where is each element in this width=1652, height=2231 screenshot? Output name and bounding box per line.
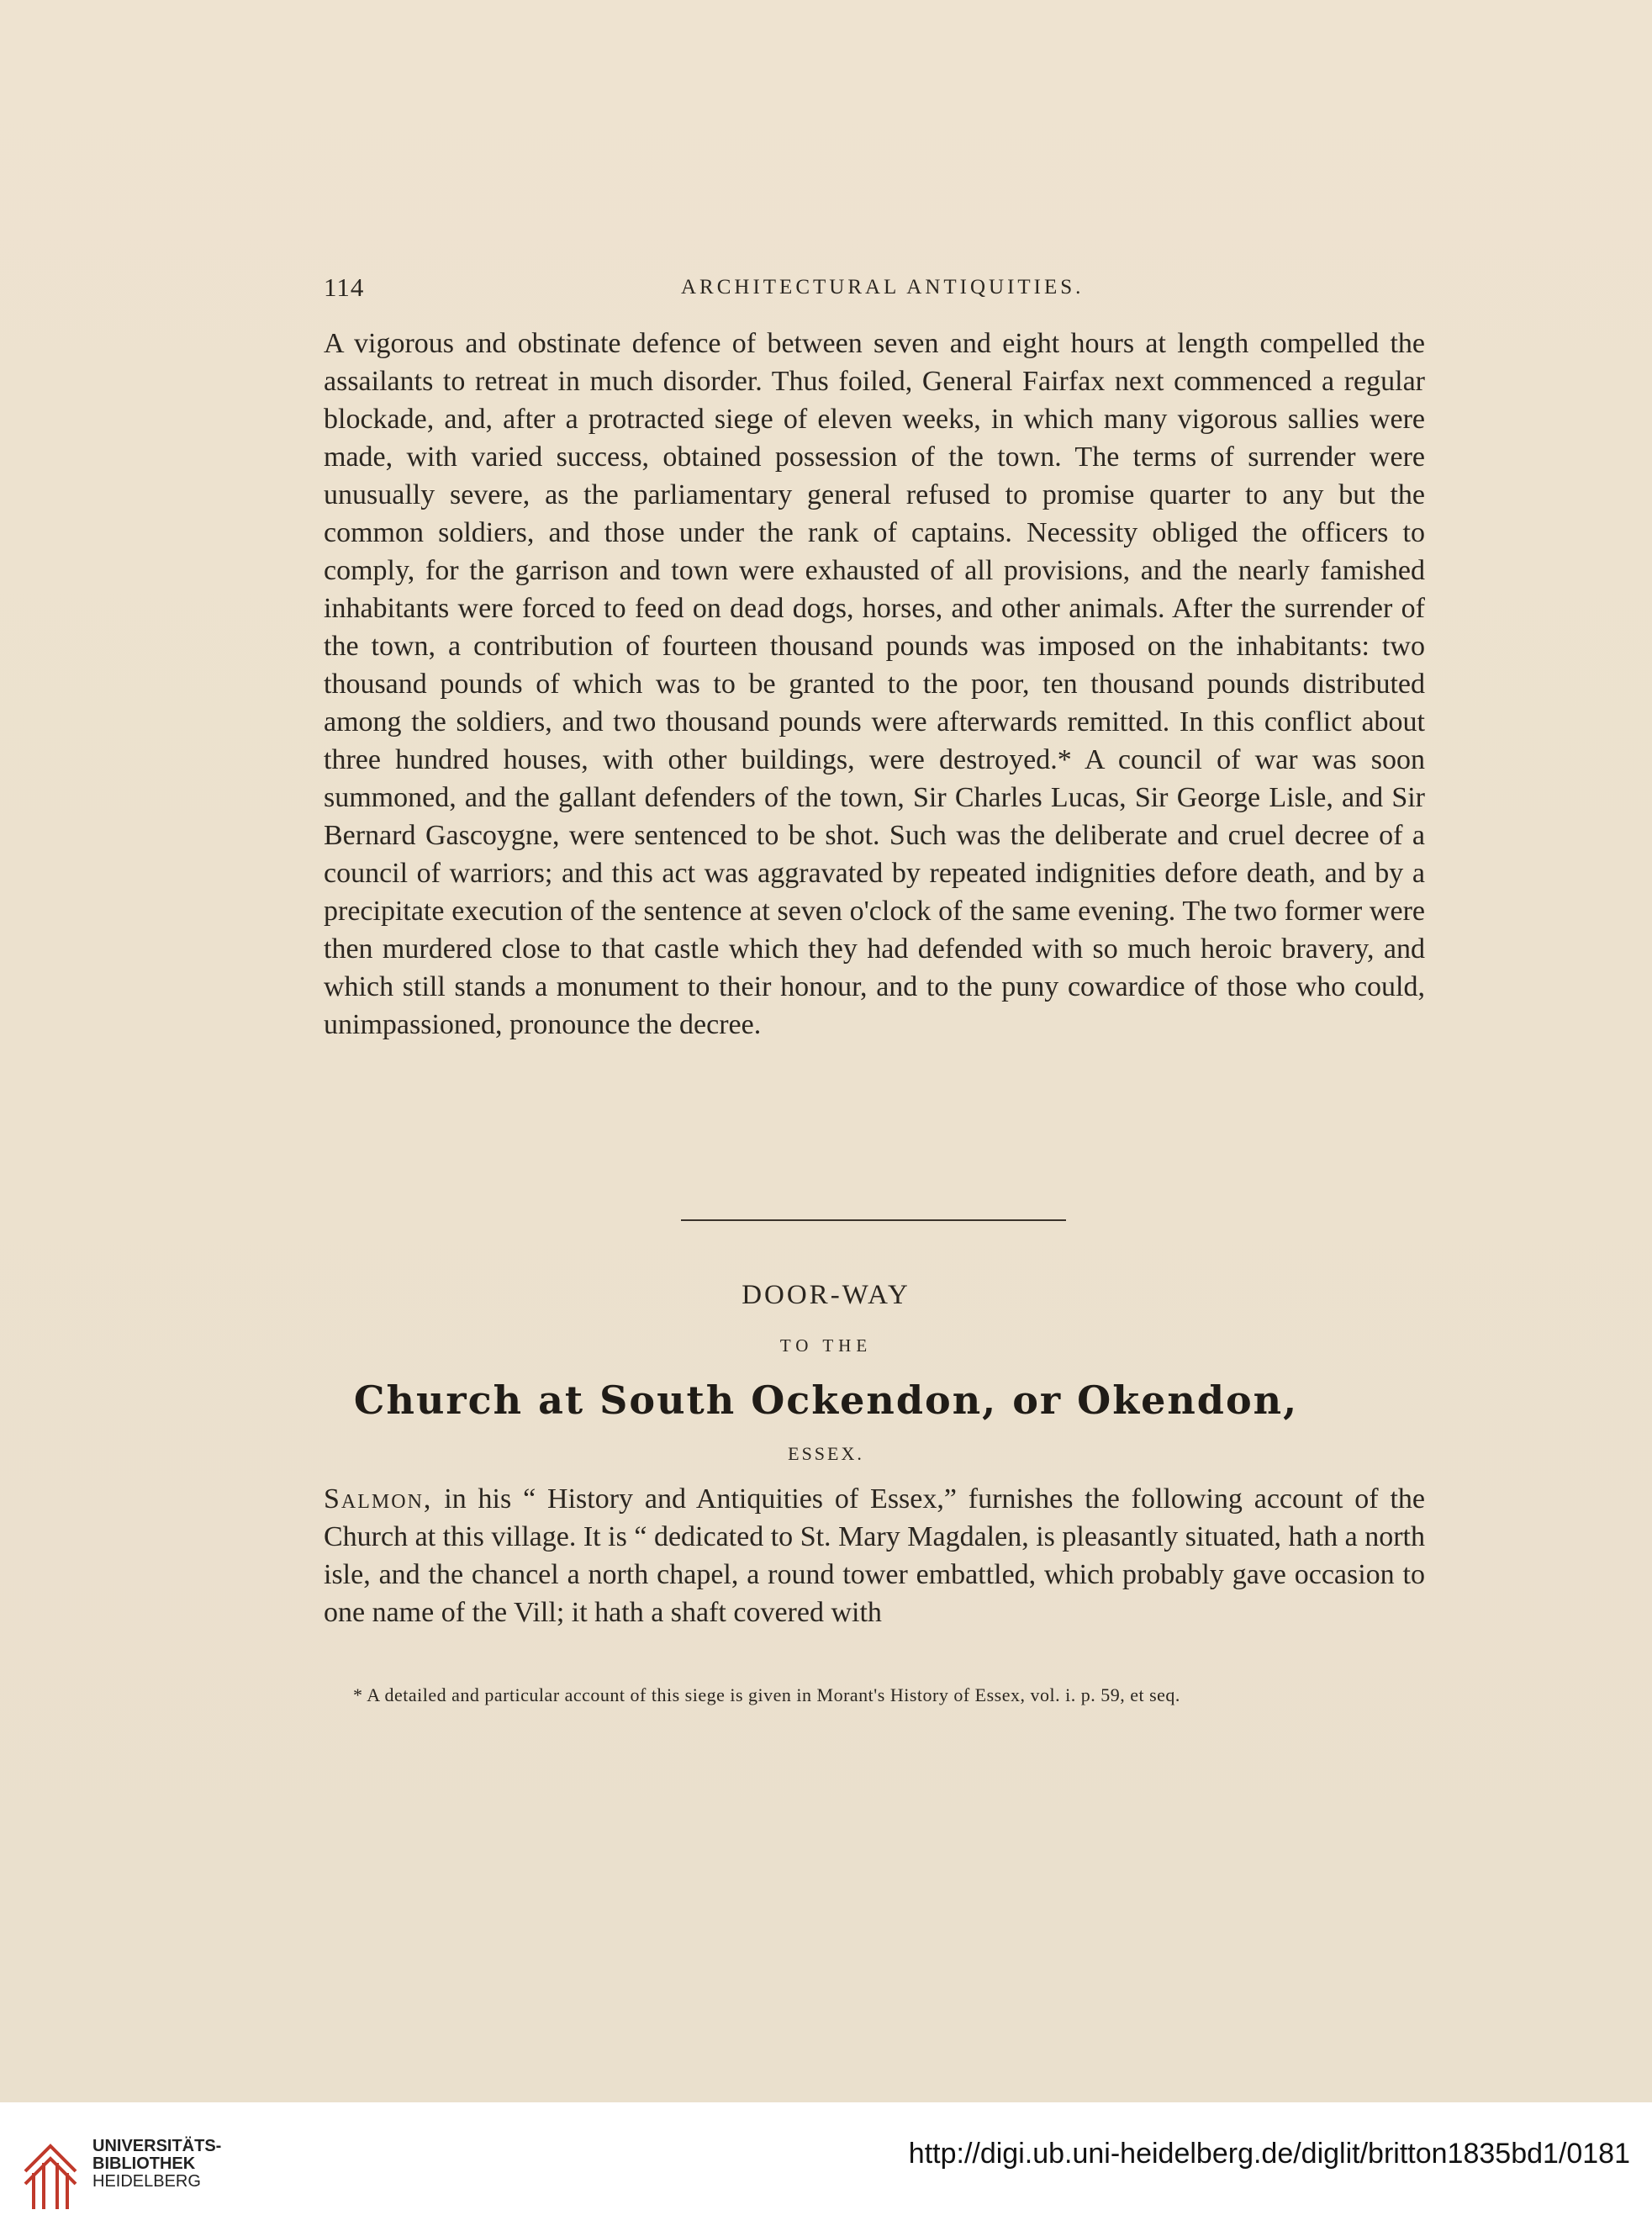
paragraph-lead-word: Salmon, <box>324 1483 433 1515</box>
permalink-url[interactable]: http://digi.ub.uni-heidelberg.de/diglit/britton1835bd1/0181 <box>908 2138 1630 2170</box>
paragraph-2-text: in his “ History and Antiquities of Essex,” furnishes the following account of the Church at this village. It is “ dedicated to St. Mary Magdalen, is pleasantly situated, hath a north isle, and the chancel a north chapel, a round tower embattled, which probably gave occasion to one name of the Vill; it hath a shaft covered with <box>324 1483 1426 1628</box>
library-name <box>92 2138 221 2191</box>
section-divider <box>681 1219 1066 1221</box>
running-title: ARCHITECTURAL ANTIQUITIES. <box>681 276 1085 299</box>
section-heading-county: ESSEX. <box>788 1443 864 1464</box>
digitization-footer <box>0 2102 1652 2231</box>
page-number: 114 <box>324 272 365 302</box>
library-name-line-1: UNIVERSITÄTS- <box>92 2137 222 2155</box>
section-heading-to-the: TO THE <box>779 1335 873 1356</box>
section-heading-doorway: DOOR-WAY <box>742 1280 910 1310</box>
body-paragraph-1: A vigorous and obstinate defence of between seven and eight hours at length compelled the assailants to retreat in much disorder. Thus foiled, General Fairfax next commenced a regular blockade, and, after a protracted siege of eleven weeks, in which many vigorous sallies were made, with varied success, obtained possession of the town. The terms of surrender were unusually severe, as the parliamentary general refused to promise quarter to any but the common soldiers, and those under the rank of captains. Necessity obliged the officers to comply, for the garrison and town were exhausted of all provisions, and the nearly famished inhabitants were forced to feed on dead dogs, horses, and other animals. After the surrender of the town, a contribution of fourteen thousand pounds was imposed on the inhabitants: two thousand pounds of which was to be granted to the poor, ten thousand pounds distributed among the soldiers, and two thousand pounds were afterwards remitted. In this conflict about three hundred houses, with other buildings, were destroyed.* A council of war was soon summoned, and the gallant defenders of the town, Sir Charles Lucas, Sir George Lisle, and Sir Bernard Gascoygne, were sentenced to be shot. Such was the deliberate and cruel decree of a council of warriors; and this act was aggravated by repeated indignities defore death, and by a precipitate execution of the sentence at seven o'clock of the same evening. The two former were then murdered close to that castle which they had defended with so much heroic bravery, and which still stands a monument to their honour, and to the puny cowardice of those who could, unimpassioned, pronounce the decree. <box>324 328 1425 1040</box>
library-name-line-2: BIBLIOTHEK <box>92 2154 196 2173</box>
running-head <box>324 267 1417 309</box>
body-paragraph-2 <box>324 1480 1425 1631</box>
library-logo-icon <box>18 2121 82 2213</box>
section-heading-church: Church at South Ockendon, or Okendon, <box>353 1377 1299 1423</box>
footnote: * A detailed and particular account of this siege is given in Morant's History of Essex, vol. i. p. 59, et seq. <box>353 1684 1180 1705</box>
library-name-line-3: HEIDELBERG <box>92 2172 201 2191</box>
